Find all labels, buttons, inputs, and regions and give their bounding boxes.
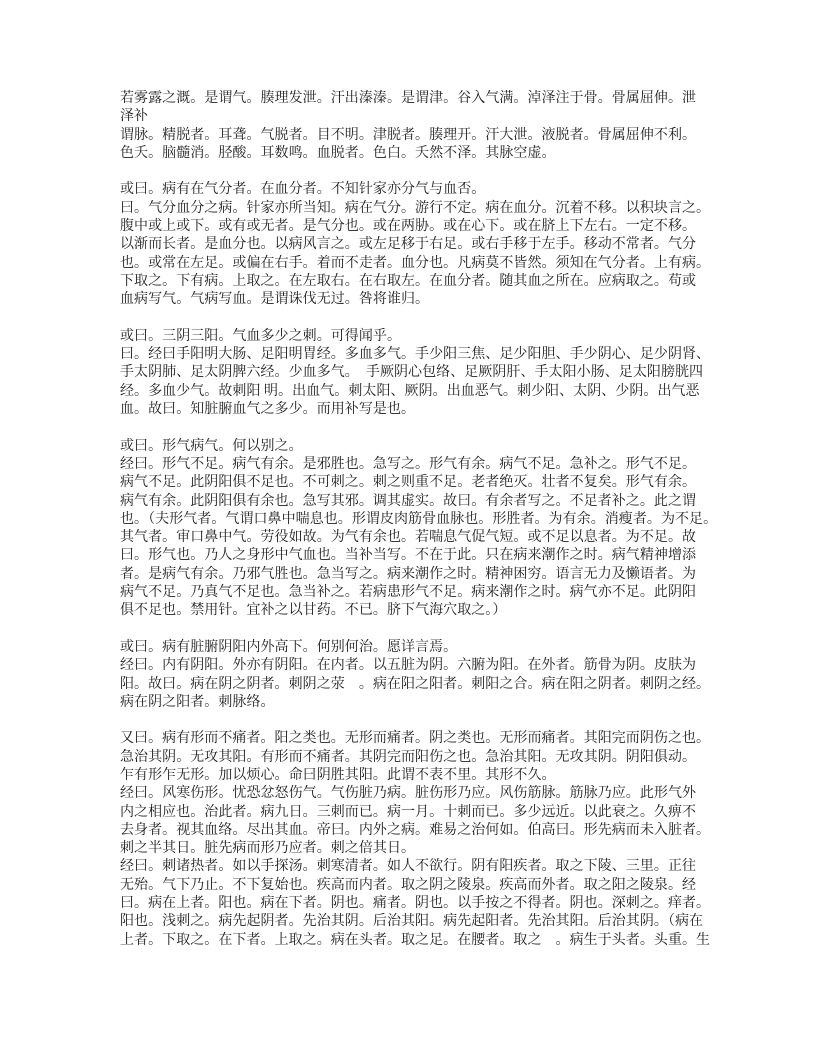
text-line: 或曰。病有脏腑阴阳内外高下。何别何治。愿详言焉。 [120, 639, 458, 655]
text-line: 曰。病在上者。阳也。病在下者。阴也。痛者。阴也。以手按之不得者。阴也。深刺之。痒者。 [120, 896, 711, 912]
paragraph-block [120, 181, 711, 309]
text-line: 者。是病气有余。乃邪气胜也。急当写之。病来潮作之时。精神困穷。语言无力及懒语者。为 [120, 566, 697, 582]
text-line: 阳。故曰。病在阴之阴者。刺阴之荥 。病在阳之阳者。刺阳之合。病在阳之阴者。刺阴之经。 [120, 676, 711, 692]
text-line: 无殆。气下乃止。不下复始也。疾高而内者。取之阴之陵泉。疾高而外者。取之阳之陵泉。经 [120, 877, 697, 893]
text-line: 也。（夫形气者。气谓口鼻中喘息也。形谓皮肉筋骨血脉也。形胜者。为有余。消瘦者。为不足。 [120, 511, 718, 527]
document-body [120, 90, 718, 950]
text-line: 俱不足也。禁用针。宜补之以甘药。不已。脐下气海穴取之。） [120, 603, 507, 619]
text-line: 经曰。风寒伤形。忧恐忿怒伤气。气伤脏乃病。脏伤形乃应。风伤筋脉。筋脉乃应。此形气外 [120, 786, 697, 802]
text-line: 乍有形乍无形。加以烦心。命曰阴胜其阳。此谓不表不里。其形不久。 [120, 767, 556, 783]
text-line: 或曰。三阴三阳。气血多少之刺。可得闻乎。 [120, 328, 401, 344]
text-line: 病气有余。此阴阳俱有余也。急写其邪。调其虚实。故曰。有余者写之。不足者补之。此之谓 [120, 493, 697, 509]
text-line: 经曰。内有阴阳。外亦有阴阳。在内者。以五脏为阴。六腑为阳。在外者。筋骨为阴。皮肤为 [120, 658, 697, 674]
paragraph-block [120, 438, 718, 621]
text-line: 或曰。病有在气分者。在血分者。不知针家亦分气与血否。 [120, 182, 486, 198]
text-line: 若雾露之溉。是谓气。腠理发泄。汗出溱溱。是谓津。谷入气满。淖泽注于骨。骨属屈伸。泄 [120, 91, 697, 106]
text-line: 病在阴之阳者。刺脉络。 [120, 694, 275, 710]
text-line: 又曰。病有形而不痛者。阳之类也。无形而痛者。阴之类也。无形而痛者。其阳完而阴伤之也。 [120, 731, 711, 747]
text-line: 下取之。下有病。上取之。在左取右。在右取左。在血分者。随其血之所在。应病取之。苟或 [120, 273, 697, 289]
text-line: 谓脉。精脱者。耳聋。气脱者。目不明。津脱者。腠理开。汗大泄。液脱者。骨属屈伸不利。 [120, 127, 697, 143]
text-line: 也。或常在左足。或偏在右手。着而不走者。血分也。凡病莫不皆然。须知在气分者。上有病。 [120, 255, 711, 271]
text-line: 血。故曰。知脏腑血气之多少。而用补写是也。 [120, 402, 416, 418]
text-line: 曰。经曰手阳明大肠、足阳明胃经。多血多气。手少阳三焦、足少阳胆、手少阴心、足少阴肾、 [120, 347, 711, 363]
text-line: 曰。形气也。乃人之身形中气血也。当补当写。不在于此。只在病来潮作之时。病气精神增添 [120, 548, 697, 564]
text-line: 血病写气。气病写血。是谓诛伐无过。咎将谁归。 [120, 292, 430, 308]
text-line: 经。多血少气。故刺阳 明。出血气。刺太阳、厥阴。出血恶气。刺少阳、太阴、少阴。出气恶 [120, 383, 700, 399]
text-line: 经曰。形气不足。病气有余。是邪胜也。急写之。形气有余。病气不足。急补之。形气不足。 [120, 456, 697, 472]
text-line: 其气者。审口鼻中气。劳役如故。为气有余也。若喘息气促气短。或不足以息者。为不足。故 [120, 530, 697, 546]
text-line: 刺之半其日。脏先病而形乃应者。刺之倍其日。 [120, 841, 416, 857]
text-line: 经曰。刺诸热者。如以手探汤。刺寒清者。如人不欲行。阴有阳疾者。取之下陵、三里。正往 [120, 859, 697, 875]
text-line: 色夭。脑髓消。胫酸。耳数鸣。血脱者。色白。夭然不泽。其脉空虚。 [120, 145, 556, 161]
text-line: 去身者。视其血络。尽出其血。帝曰。内外之病。难易之治何如。伯高曰。形先病而未入脏者。 [120, 822, 711, 838]
text-line: 以渐而长者。是血分也。以病风言之。或左足移于右足。或右手移于左手。移动不常者。气分 [120, 237, 697, 253]
text-line: 内之相应也。治此者。病九日。三刺而已。病一月。十刺而已。多少远近。以此衰之。久痹不 [120, 804, 697, 820]
text-line: 上者。下取之。在下者。上取之。病在头者。取之足。在腰者。取之 。病生于头者。头重。生 [120, 932, 711, 948]
text-line: 阳也。浅刺之。病先起阴者。先治其阴。后治其阳。病先起阳者。先治其阳。后治其阴。（病在 [120, 914, 704, 930]
text-line: 急治其阴。无攻其阳。有形而不痛者。其阴完而阳伤之也。急治其阳。无攻其阴。阴阳俱动。 [120, 749, 697, 765]
text-line: 病气不足。此阴阳俱不足也。不可刺之。刺之则重不足。老者绝灭。壮者不复矣。形气有余。 [120, 475, 697, 491]
text-line: 或曰。形气病气。何以别之。 [120, 438, 303, 454]
text-line: 腹中或上或下。或有或无者。是气分也。或在两胁。或在心下。或在脐上下左右。一定不移。 [120, 219, 697, 235]
text-line: 手太阴肺、足太阴脾六经。少血多气。 手厥阴心包络、足厥阴肝、手太阳小肠、足太阳膀胱四 [120, 365, 704, 381]
text-line: 泽补 [120, 109, 149, 125]
paragraph-block [120, 328, 711, 419]
text-line: 病气不足。乃真气不足也。急当补之。若病患形气不足。病来潮作之时。病气亦不足。此阴阳 [120, 585, 697, 601]
paragraph-block [120, 639, 711, 712]
text-line: 曰。气分血分之病。针家亦所当知。病在气分。游行不定。病在血分。沉着不移。以积块言之。 [120, 200, 711, 216]
paragraph-block [120, 90, 700, 163]
paragraph-block [120, 730, 711, 950]
